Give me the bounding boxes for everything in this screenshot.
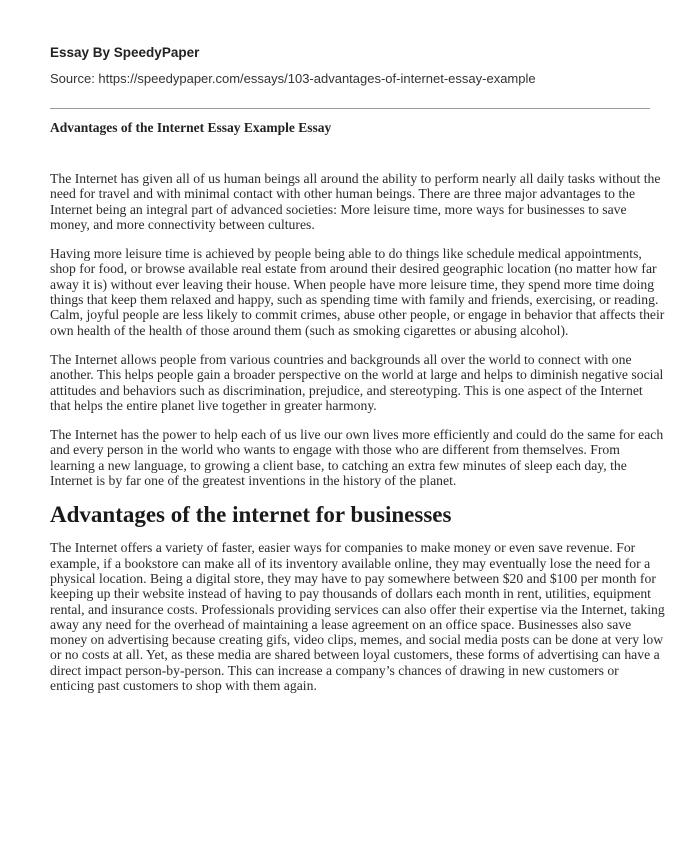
essay-author: Essay By SpeedyPaper — [50, 45, 200, 60]
header-divider — [50, 108, 650, 109]
paragraph: The Internet offers a variety of faster, easier ways for companies to make money or even save revenue. For example, if a bookstore can make all of its inventory available online, they may eventually lose the need for a physical location. Being a digital store, they may have to pay somewhere between $20 and $100 per month for keeping up their website instead of having to pay thousands of dollars each month in rent, utilities, equipment rental, and insurance costs. Professionals providing services can also offer their expertise via the Internet, taking away any need for the overhead of maintaining a lease agreement on an office space. Businesses also save money on advertising because creating gifs, video clips, memes, and social media posts can be done at very low or no costs at all. Yet, as these media are shared between loyal customers, these forms of advertising can have a direct impact person-by-person. This can increase a company’s chances of drawing in new customers or enticing past customers to shop with them again. — [50, 540, 665, 694]
paragraph: The Internet has the power to help each of us live our own lives more efficiently and could do the same for each and every person in the world who wants to engage with those who are different from themselves. From learning a new language, to growing a client base, to catching an extra few minutes of sleep each day, the Internet is by far one of the greatest inventions in the history of the planet. — [50, 427, 664, 489]
essay-source-link: Source: https://speedypaper.com/essays/103-advantages-of-internet-essay-example — [50, 71, 536, 86]
paragraph: Having more leisure time is achieved by people being able to do things like schedule medical appointments, shop for food, or browse available real estate from around their desired geographic location (no matter how far away it is) without ever leaving their house. When people have more leisure time, they spend more time doing things that keep them relaxed and happy, such as spending time with family and friends, exercising, or reading. Calm, joyful people are less likely to commit crimes, abuse other people, or engage in behavior that affects their own health of the health of those around them (such as smoking cigarettes or abusing alcohol). — [50, 246, 665, 338]
document-title: Advantages of the Internet Essay Example Essay — [50, 120, 332, 135]
section-heading: Advantages of the internet for businesses — [50, 502, 452, 528]
paragraph: The Internet allows people from various countries and backgrounds all over the world to connect with one another. This helps people gain a broader perspective on the world at large and helps to diminish negative social attitudes and behaviors such as discrimination, prejudice, and stereotyping. This is one aspect of the Internet that helps the entire planet live together in greater harmony. — [50, 351, 664, 413]
essay-body — [50, 171, 666, 707]
paragraph: The Internet has given all of us human beings all around the ability to perform nearly all daily tasks without the need for travel and with minimal contact with other human beings. There are three major advantages to the Internet being an integral part of advanced societies: More leisure time, more ways for businesses to save money, and more connectivity between cultures. — [50, 171, 661, 232]
